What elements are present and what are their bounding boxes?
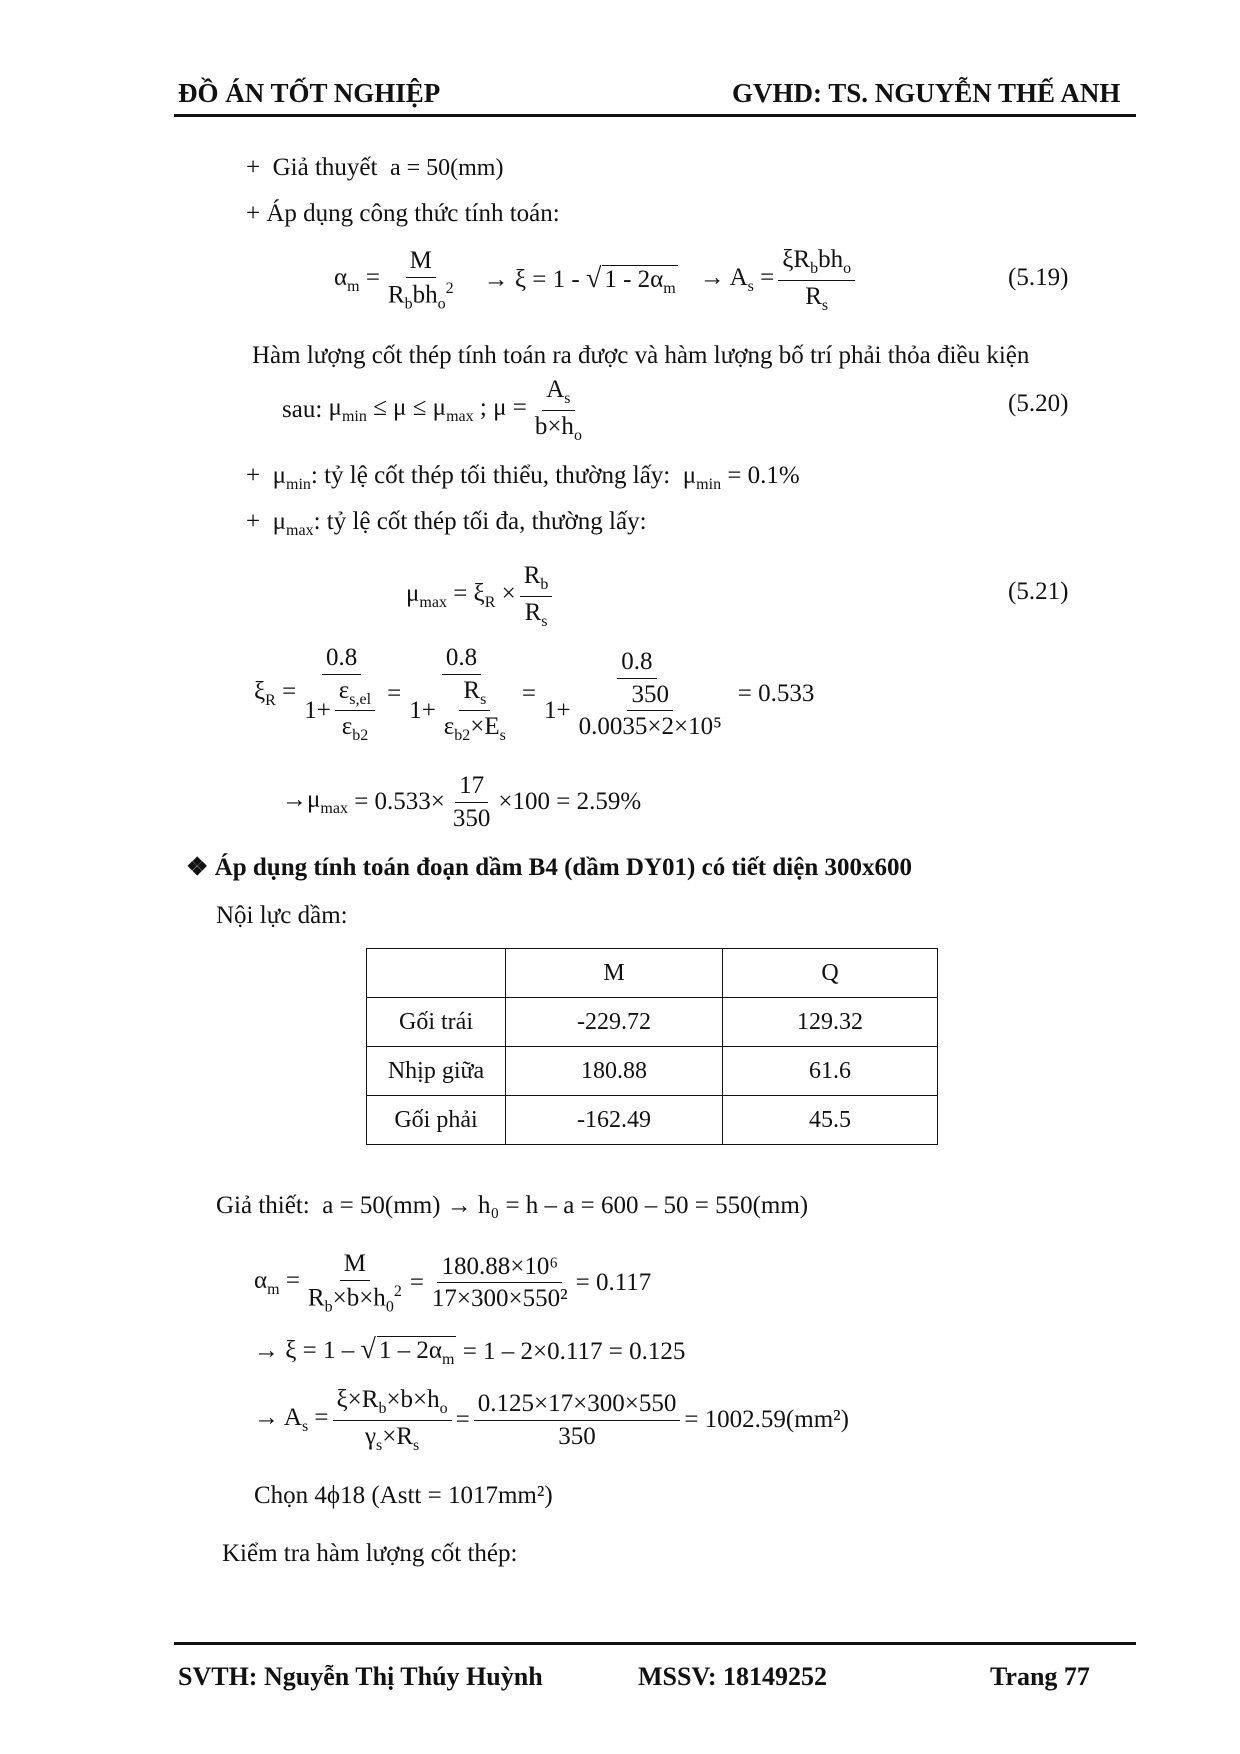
- eq-5-20: sau: $\mu_{min} \le \mu \le \mu_{max}$ ; μ = $\frac{A_s}{b\times h_o}$: [282, 376, 582, 444]
- eq-5-19: $\alpha_m$ = $\frac{M}{R_bbh_o^2}$ → ξ = 1 - √ $1 - 2\alpha_m$ → $A_s$ = $\frac{\xi R_bbh_o}{R_s}$: [334, 246, 859, 314]
- internal-forces-label: Nội lực dầm:: [216, 902, 348, 929]
- footer-student: SVTH: Nguyễn Thị Thúy Huỳnh: [178, 1662, 543, 1691]
- footer-id: MSSV: 18149252: [638, 1662, 828, 1691]
- table-row: Gối trái -229.72 129.32: [367, 998, 938, 1047]
- mu-max-line: + $\mu_{max}$: tỷ lệ cốt thép tối đa, thường lấy:: [246, 508, 647, 539]
- diamond-bullet-icon: ❖: [186, 854, 215, 881]
- table-row: Nhịp giữa 180.88 61.6: [367, 1047, 938, 1096]
- mu-max-result: $\to\mu_{max}$ = 0.533× $\frac{17}{350}$ ×100 = 2.59%: [282, 772, 642, 832]
- section-title: ❖ Áp dụng tính toán đoạn dầm B4 (dầm DY01) có tiết diện 300x600: [186, 854, 912, 881]
- as-calc: → $A_s$ = $\frac{\xi\times R_b\times b\times h_o}{\gamma_s\times R_s}$ = $\frac{0.125\times 17\times 300\times 550}{350}$ = 1002.59(mm²): [254, 1386, 849, 1454]
- content-rate-text: Hàm lượng cốt thép tính toán ra được và hàm lượng bố trí phải thỏa điều kiện: [252, 342, 1030, 369]
- assume-line: Giả thiết: a = 50(mm) → h₀ = h – a = 600 – 50 = 550(mm): [216, 1192, 809, 1219]
- xi-calc: → ξ = 1 – √ $1 - 2\alpha_m$ = 1 – 2×0.117 = 0.125: [254, 1334, 686, 1368]
- eq-5-21: $\mu_{max} = \xi_R$ × $\frac{R_b}{R_s}$: [406, 562, 556, 630]
- table-row: Gối phải -162.49 45.5: [367, 1096, 938, 1145]
- choose-rebar: Chọn 4ϕ18 (Astt = 1017mm²): [254, 1482, 553, 1509]
- table-header-row: M Q: [367, 949, 938, 998]
- footer-rule: [174, 1642, 1136, 1645]
- header-right: GVHD: TS. NGUYỄN THẾ ANH: [732, 78, 1121, 108]
- xi-r-equation: $\xi_R$ = 0.8 1+ $\frac{\varepsilon_{s,el}}{\varepsilon_{b2}}$ = 0.8 1+ $\frac{R_s}{\varepsilon_{b2}\times E_s}$ = 0.8 1+ $\frac{350}{\text{0.0035×2×10⁵}}$ = 0.533: [254, 644, 815, 745]
- header-left: ĐỒ ÁN TỐT NGHIỆP: [178, 78, 441, 108]
- footer-page: Trang 77: [990, 1662, 1090, 1691]
- mu-min-line: + $\mu_{min}$: tỷ lệ cốt thép tối thiểu, thường lấy: $\mu_{min} = 0.1\%$: [246, 462, 800, 493]
- eq-number-5-20: (5.20): [1008, 390, 1069, 417]
- eq-number-5-21: (5.21): [1008, 578, 1069, 605]
- eq-number-5-19: (5.19): [1008, 264, 1069, 291]
- alpha-m-calc: $\alpha_m$ = $\frac{M}{R_b\times b\times h_0^2}$ = $\frac{\text{180.88×10⁶}}{\text{17×300×550²}}$ = 0.117: [254, 1250, 652, 1315]
- assumption-line: + Giả thuyết a = 50(mm): [246, 154, 504, 181]
- internal-forces-table: [366, 948, 938, 1145]
- header-rule: [174, 114, 1136, 117]
- check-content: Kiểm tra hàm lượng cốt thép:: [222, 1540, 518, 1567]
- formula-intro: + Áp dụng công thức tính toán:: [246, 200, 560, 227]
